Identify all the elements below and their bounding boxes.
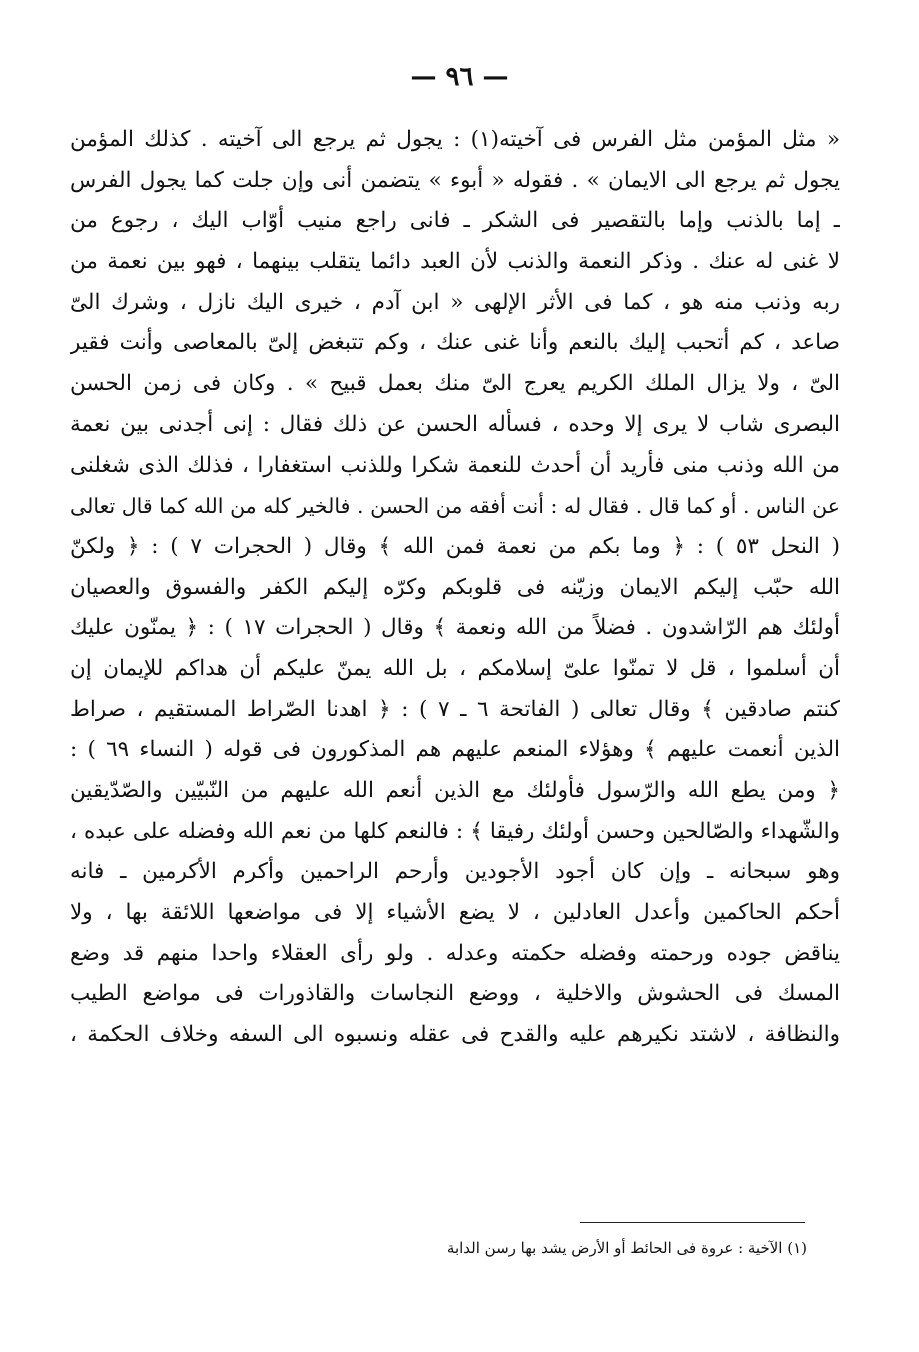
- main-text: [70, 120, 840, 1056]
- text-line: عن الناس . أو كما قال . فقال له : أنت أفقه من الحسن . فالخير كله من الله كما قال تعالى: [70, 494, 840, 519]
- text-line: والنظافة ، لاشتد نكيرهم عليه والقدح فى عقله ونسبوه الى السفه وخلاف الحكمة ،: [70, 1022, 840, 1048]
- text-line: من الله وذنب منى فأريد أن أحدث للنعمة شكرا وللذنب استغفارا ، فذلك الذى شغلنى: [70, 452, 840, 478]
- text-line: ـ إما بالذنب وإما بالتقصير فى الشكر ـ فانى راجع منيب أوّاب اليك ، رجوع من: [70, 208, 840, 234]
- text-line: ﴿ ومن يطع الله والرّسول فأولئك مع الذين أنعم الله عليهم من النّبيّين والصّدّيقين: [70, 778, 840, 803]
- text-line: البصرى شاب لا يرى إلا وحده ، فسأله الحسن عن ذلك فقال : إنى أجدنى بين نعمة: [70, 411, 840, 437]
- text-line: وهو سبحانه ـ وإن كان أجود الأجودين وأرحم الراحمين وأكرم الأكرمين ـ فانه: [70, 859, 840, 885]
- text-line: صاعد ، كم أتحبب إليك بالنعم وأنا غنى عنك ، وكم تتبغض إلىّ بالمعاصى وأنت فقير: [70, 330, 840, 356]
- text-line: أحكم الحاكمين وأعدل العادلين ، لا يضع الأشياء إلا فى مواضعها اللائقة بها ، ولا: [70, 900, 840, 926]
- text-line: الله حبّب إليكم الايمان وزيّنه فى قلوبكم وكرّه إليكم الكفر والفسوق والعصيان: [70, 574, 840, 600]
- page-number: — ٩٦ —: [410, 62, 509, 92]
- text-line: الىّ ، ولا يزال الملك الكريم يعرج الىّ منك بعمل قبيح » . وكان فى زمن الحسن: [70, 371, 840, 397]
- text-line: أن أسلموا ، قل لا تمنّوا علىّ إسلامكم ، بل الله يمنّ عليكم أن هداكم للإيمان إن: [70, 655, 840, 681]
- footnote: (١) الآخية : عروة فى الحائط أو الأرض يشد بها رسن الدابة: [446, 1239, 807, 1257]
- text-line: ( النحل ٥٣ ) : ﴿ وما بكم من نعمة فمن الله ﴾ وقال ( الحجرات ٧ ) : ﴿ ولكنّ: [70, 533, 840, 559]
- text-line: كنتم صادقين ﴾ وقال تعالى ( الفاتحة ٦ ـ ٧ ) : ﴿ اهدنا الصّراط المستقيم ، صراط: [70, 696, 840, 722]
- text-line: يجول ثم يرجع الى الايمان » . فقوله « أبوء » يتضمن أنى وإن جلت كما يجول الفرس: [70, 167, 840, 193]
- footnote-divider: [580, 1222, 805, 1223]
- text-line: « مثل المؤمن مثل الفرس فى آخيته(١) : يجول ثم يرجع الى آخيته . كذلك المؤمن: [70, 127, 840, 152]
- text-line: يناقض جوده ورحمته وفضله حكمته وعدله . ولو رأى العقلاء واحدا منهم قد وضع: [70, 940, 840, 966]
- text-line: لا غنى له عنك . وذكر النعمة والذنب لأن العبد دائما يتقلب بينهما ، فهو بين نعمة من: [70, 249, 840, 275]
- text-line: المسك فى الحشوش والاخلية ، ووضع النجاسات والقاذورات فى مواضع الطيب: [70, 981, 840, 1007]
- text-line: ربه وذنب منه هو ، كما فى الأثر الإلهى « ابن آدم ، خيرى اليك نازل ، وشرك الىّ: [70, 289, 840, 315]
- text-line: الذين أنعمت عليهم ﴾ وهؤلاء المنعم عليهم هم المذكورون فى قوله ( النساء ٦٩ ) :: [70, 737, 840, 763]
- text-line: أولئك هم الرّاشدون . فضلاً من الله ونعمة ﴾ وقال ( الحجرات ١٧ ) : ﴿ يمنّون عليك: [70, 615, 840, 641]
- text-line: والشّهداء والصّالحين وحسن أولئك رفيقا ﴾ : فالنعم كلها من نعم الله وفضله على عبده ،: [70, 818, 840, 844]
